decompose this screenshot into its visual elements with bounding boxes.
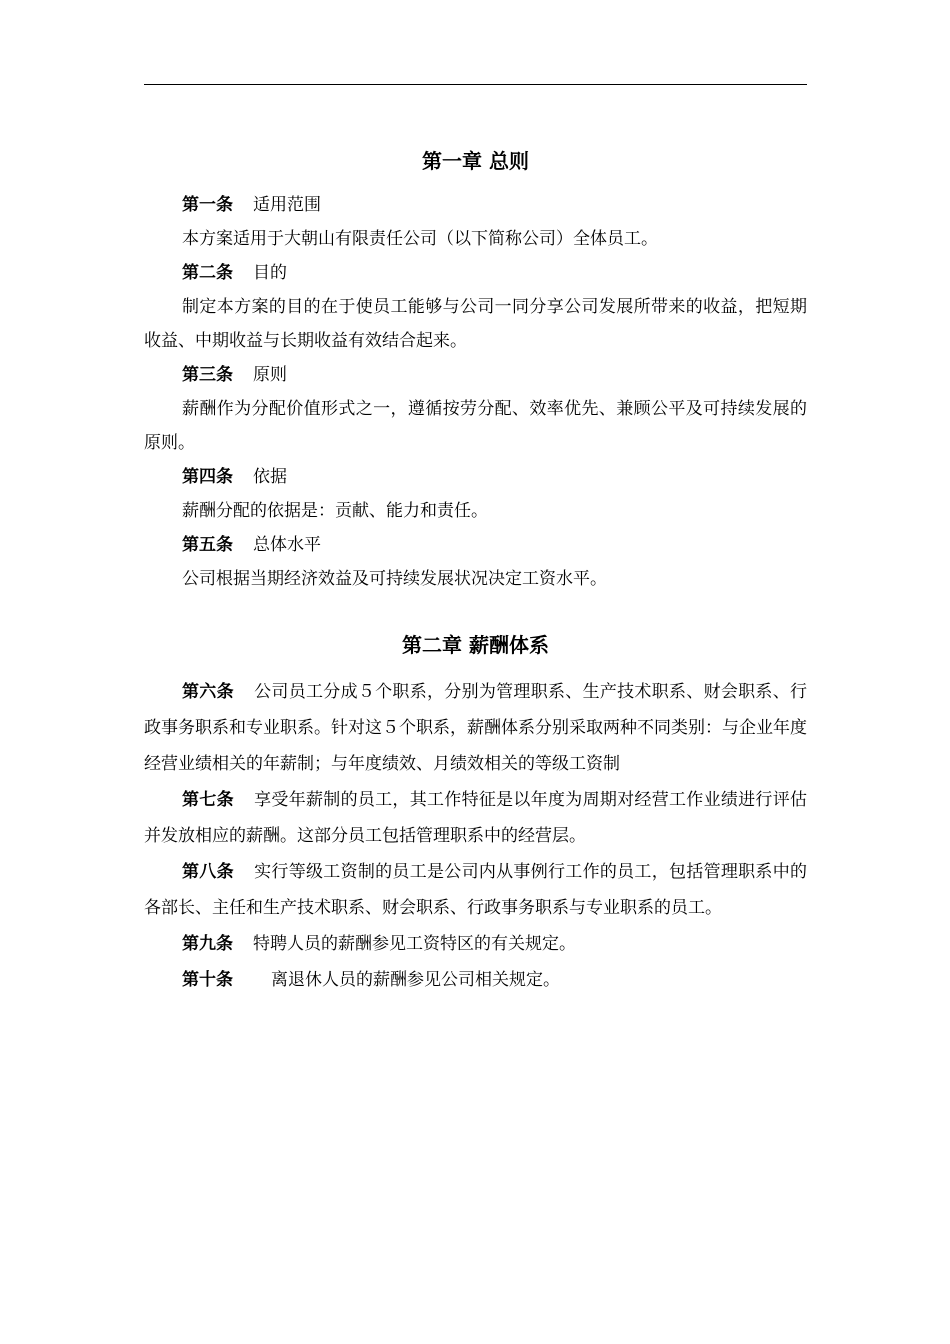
article-2-body: 制定本方案的目的在于使员工能够与公司一同分享公司发展所带来的收益，把短期收益、中期收益与长期收益有效结合起来。 [144,297,807,351]
article-5-heading [144,528,807,562]
article-1-number: 第一条 [182,195,233,215]
article-1-title: 适用范围 [253,195,321,215]
article-7-number: 第七条 [182,790,234,810]
article-3-title: 原则 [253,365,287,385]
article-2-heading [144,256,807,290]
article-9-text: 特聘人员的薪酬参见工资特区的有关规定。 [253,934,576,954]
article-5-number: 第五条 [182,535,233,555]
article-5-title: 总体水平 [253,535,321,555]
chapter-1-title: 第一章 总则 [422,149,529,173]
article-7-text: 享受年薪制的员工，其工作特征是以年度为周期对经营工作业绩进行评估并发放相应的薪酬。这部分员工包括管理职系中的经营层。 [144,790,808,846]
article-6 [144,674,807,782]
article-10-number: 第十条 [182,970,233,990]
article-6-text: 公司员工分成５个职系，分别为管理职系、生产技术职系、财会职系、行政事务职系和专业职系。针对这５个职系，薪酬体系分别采取两种不同类别：与企业年度经营业绩相关的年薪制；与年度绩效、月绩效相关的等级工资制 [144,682,808,774]
article-4-heading [144,460,807,494]
article-4-title: 依据 [253,467,287,487]
article-3-heading [144,358,807,392]
article-3-body: 薪酬作为分配价值形式之一，遵循按劳分配、效率优先、兼顾公平及可持续发展的原则。 [144,399,807,453]
article-8-number: 第八条 [182,862,234,882]
article-5-body: 公司根据当期经济效益及可持续发展状况决定工资水平。 [182,569,607,589]
article-2-title: 目的 [253,263,287,283]
article-8 [144,854,807,926]
article-1-heading [144,188,807,222]
article-4-body: 薪酬分配的依据是：贡献、能力和责任。 [182,501,488,521]
article-4-number: 第四条 [182,467,233,487]
article-3-number: 第三条 [182,365,233,385]
article-2-number: 第二条 [182,263,233,283]
article-6-number: 第六条 [182,682,234,702]
article-1-body: 本方案适用于大朝山有限责任公司（以下简称公司）全体员工。 [182,229,658,249]
article-9 [144,926,807,962]
chapter-2-title: 第二章 薪酬体系 [402,633,549,657]
article-10-text: 离退休人员的薪酬参见公司相关规定。 [271,970,560,990]
article-10 [144,962,807,998]
article-8-text: 实行等级工资制的员工是公司内从事例行工作的员工，包括管理职系中的各部长、主任和生产技术职系、财会职系、行政事务职系与专业职系的员工。 [144,862,808,918]
article-9-number: 第九条 [182,934,233,954]
header-rule [144,84,807,85]
document-body [144,140,807,998]
article-7 [144,782,807,854]
